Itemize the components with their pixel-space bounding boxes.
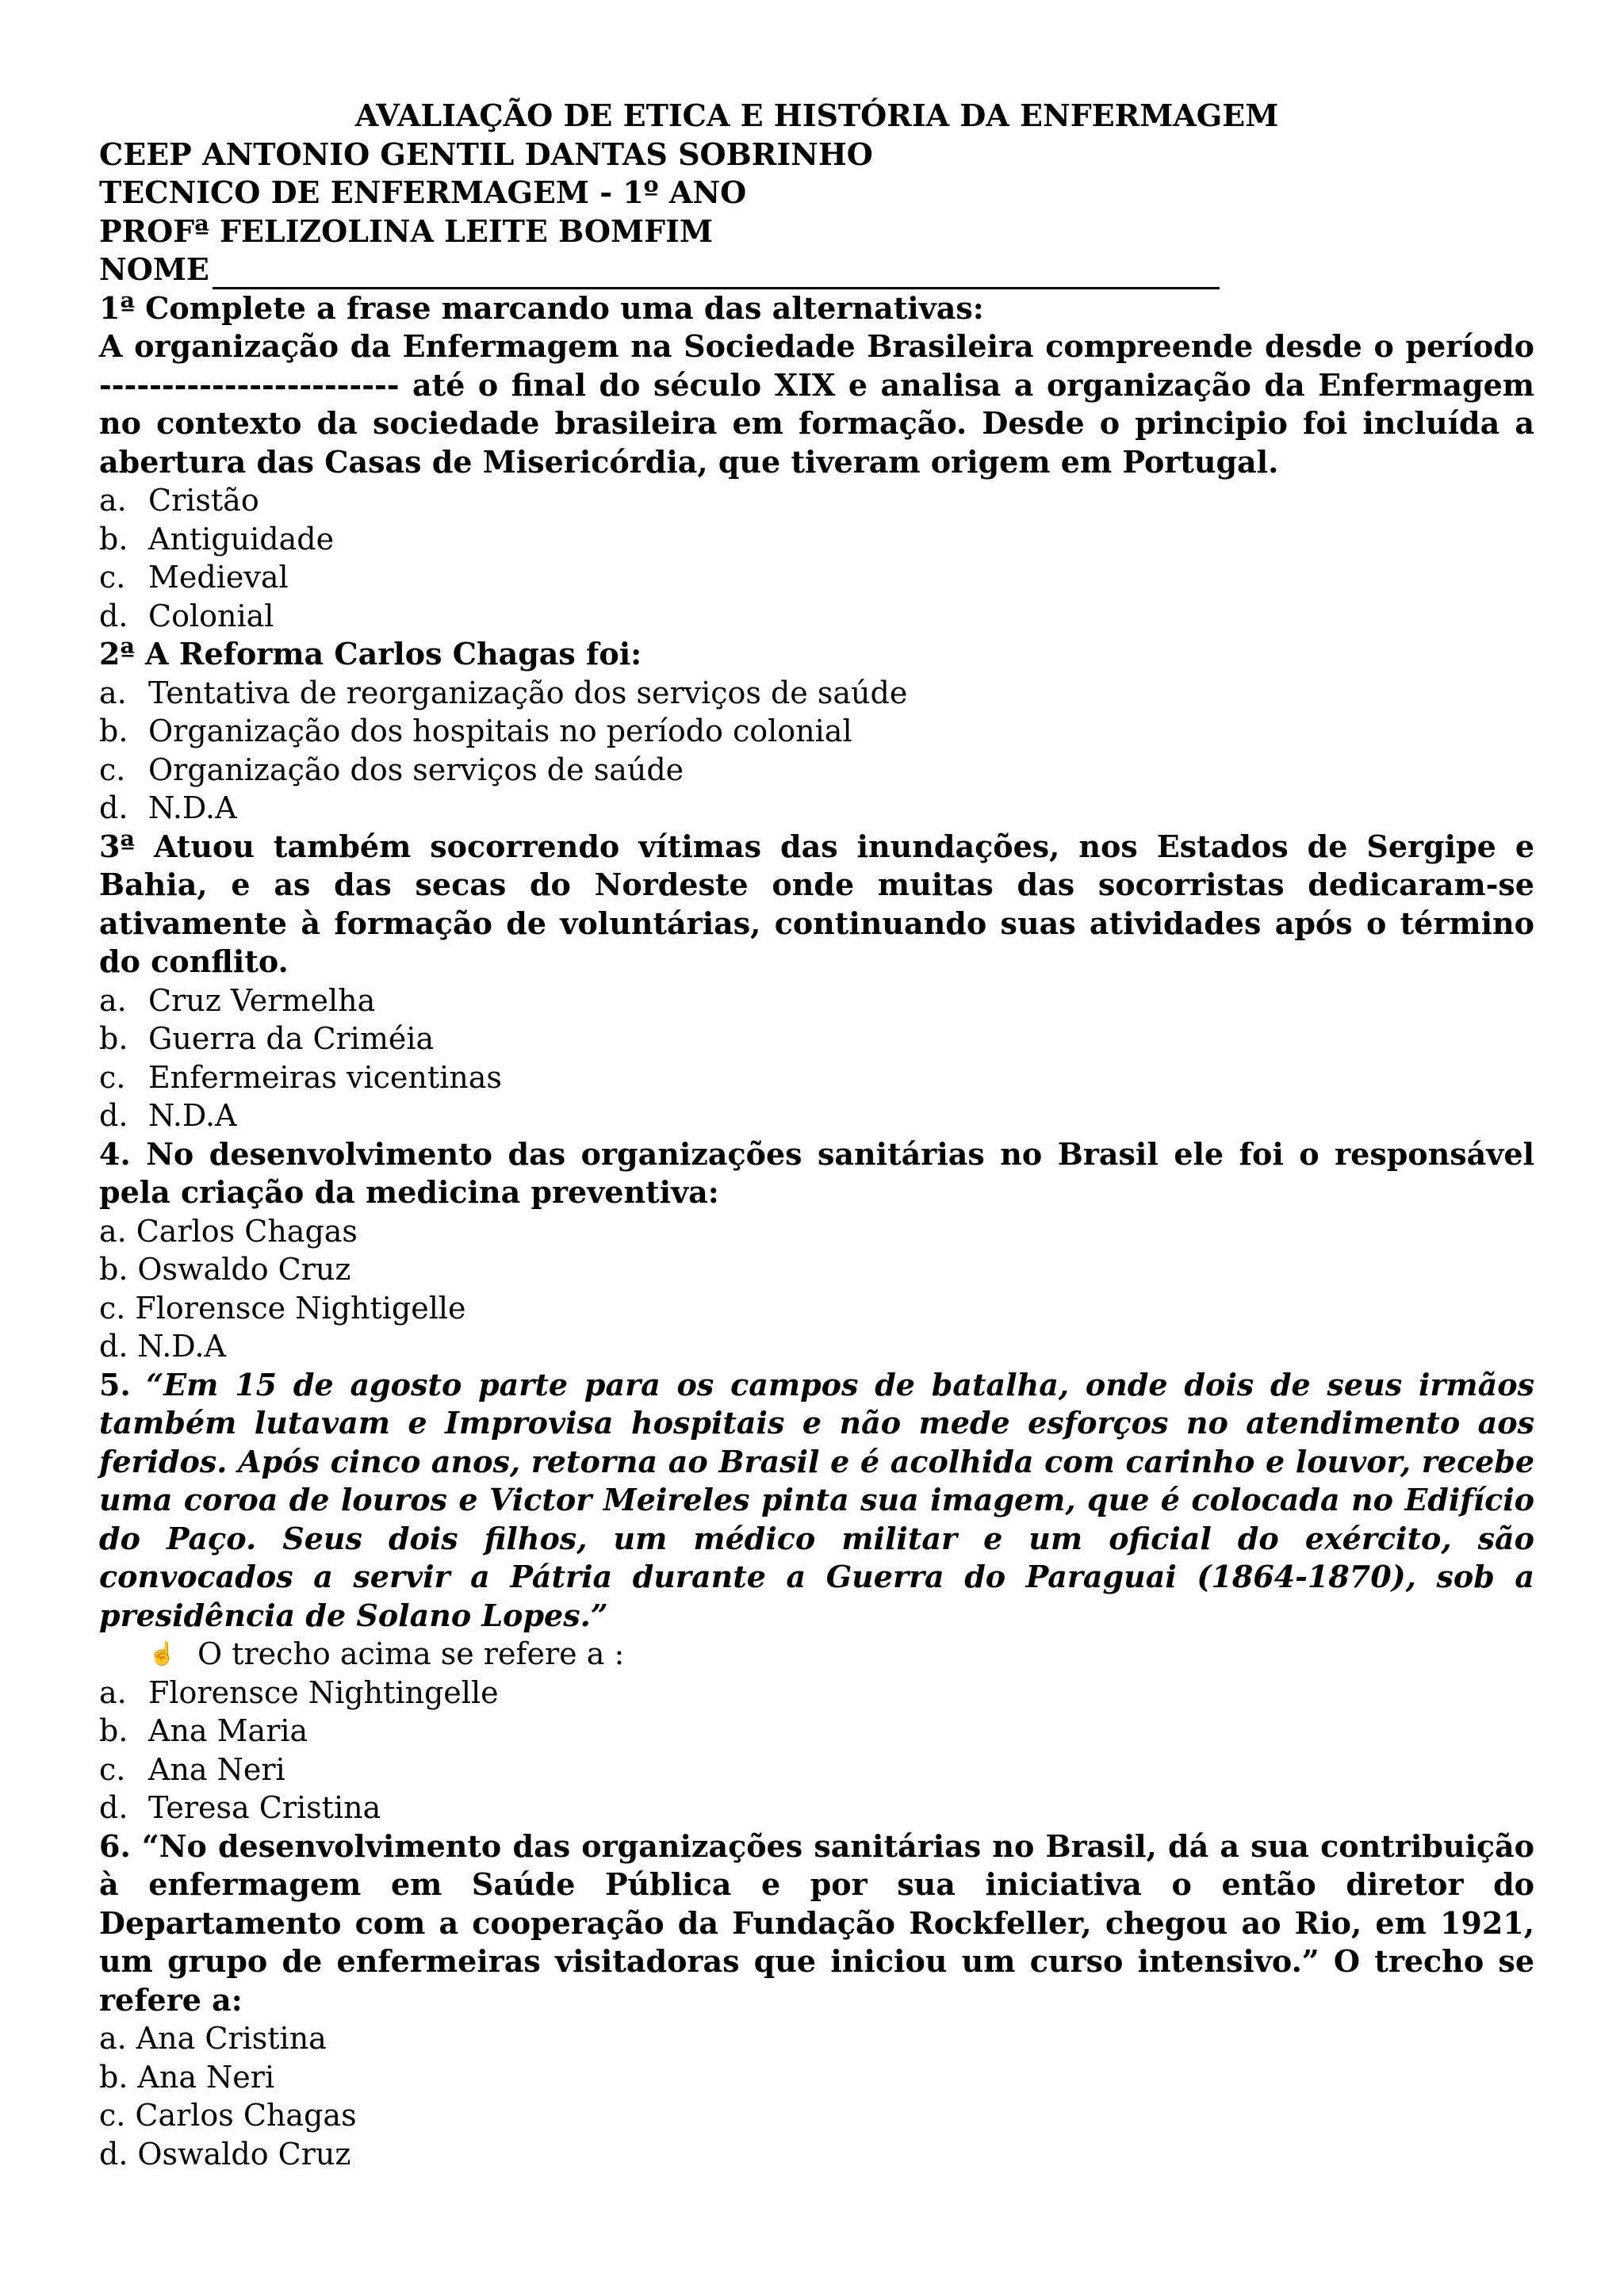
option-3d[interactable] [99,1096,1534,1135]
option-text: Oswaldo Cruz [137,1252,351,1287]
school-name: CEEP ANTONIO GENTIL DANTAS SOBRINHO [99,136,873,172]
option-text: Cristão [148,483,259,518]
option-letter: d. [99,1329,128,1364]
question-5-prompt-row [99,1635,1534,1674]
question-3-text: 3ª Atuou também socorrendo vítimas das inundações, nos Estados de Sergipe e Bahia, e as das secas do Nordeste onde muitas das socorristas dedicaram-se ativamente à formação de voluntárias, continuando suas atividades após o término do conflito. [99,828,1534,979]
option-3c[interactable] [99,1058,1534,1097]
question-1-text: A organização da Enfermagem na Sociedade Brasileira compreende desde o período ------------------------ até o final do século XIX e analisa a organização da Enfermagem no contexto da sociedade brasileira em formação. Desde o principio foi incluída a abertura das Casas de Misericórdia, que tiveram origem em Portugal. [99,328,1534,480]
option-letter: c. [99,1751,126,1787]
question-3-options [99,982,1534,1135]
option-letter: b. [99,1713,128,1748]
option-text: Medieval [148,560,289,595]
option-text: Oswaldo Cruz [137,2136,351,2172]
option-5a[interactable] [99,1674,1534,1712]
question-5-prompt: O trecho acima se refere a : [197,1636,625,1671]
option-1c[interactable] [99,558,1534,597]
question-5-number: 5. [99,1366,131,1402]
option-4a[interactable] [99,1212,1534,1251]
name-label: NOME [99,251,209,287]
option-text: N.D.A [137,1329,226,1364]
question-6-options [99,2019,1534,2173]
name-field-row [99,251,1534,289]
option-letter: d. [99,1098,128,1133]
option-letter: d. [99,598,128,633]
option-text: Tentativa de reorganização dos serviços de saúde [148,675,908,710]
option-letter: b. [99,714,128,748]
option-2a[interactable] [99,674,1534,713]
option-letter: d. [99,1790,128,1825]
option-6c[interactable] [99,2096,1534,2135]
option-letter: a. [99,982,127,1018]
option-text: Ana Neri [148,1751,285,1787]
teacher-line: PROFª FELIZOLINA LEITE BOMFIM [99,212,713,249]
option-text: N.D.A [148,790,237,825]
question-5-options [99,1674,1534,1827]
question-1-options [99,481,1534,635]
option-1a[interactable] [99,481,1534,520]
option-letter: a. [99,483,127,518]
option-1b[interactable] [99,520,1534,559]
question-2-title: 2ª A Reforma Carlos Chagas foi: [99,636,642,672]
option-text: Florensce Nightigelle [135,1290,466,1326]
course-line: TECNICO DE ENFERMAGEM - 1º ANO [99,174,747,210]
option-letter: a. [99,1213,127,1249]
exam-page [99,97,1534,2173]
option-1d[interactable] [99,597,1534,636]
option-text: Florensce Nightingelle [148,1674,499,1710]
exam-title: AVALIAÇÃO DE ETICA E HISTÓRIA DA ENFERMAGEM [354,98,1279,133]
option-text: Organização dos serviços de saúde [148,752,684,787]
option-letter: c. [99,752,126,787]
option-letter: a. [99,1674,127,1710]
option-letter: b. [99,521,128,557]
option-5c[interactable] [99,1751,1534,1789]
option-6d[interactable] [99,2135,1534,2174]
pointing-hand-icon: ☝ [148,1640,176,1667]
option-6a[interactable] [99,2019,1534,2058]
option-letter: c. [99,560,126,595]
option-3a[interactable] [99,982,1534,1020]
option-text: Ana Neri [137,2059,275,2095]
option-letter: c. [99,1059,126,1095]
option-text: Colonial [148,598,274,633]
question-1-title: 1ª Complete a frase marcando uma das alternativas: [99,289,984,326]
option-2c[interactable] [99,751,1534,790]
question-6-text: 6. “No desenvolvimento das organizações sanitárias no Brasil, dá a sua contribuição à enfermagem em Saúde Pública e por sua iniciativa o então diretor do Departamento com a cooperação da Fundação Rockfeller, chegou ao Rio, em 1921, um grupo de enfermeiras visitadoras que iniciou um curso intensivo.” O trecho se refere a: [99,1827,1534,2018]
question-5-quote: “Em 15 de agosto parte para os campos de batalha, onde dois de seus irmãos também lutavam e Improvisa hospitais e não mede esforços no atendimento aos feridos. Após cinco anos, retorna ao Brasil e é acolhida com carinho e louvor, recebe uma coroa de louros e Victor Meireles pinta sua imagem, que é colocada no Edifício do Paço. Seus dois filhos, um médico militar e um oficial do exército, são convocados a servir a Pátria durante a Guerra do Paraguai (1864-1870), sob a presidência de Solano Lopes.” [99,1366,1534,1633]
option-letter: b. [99,1252,128,1287]
question-2-options [99,674,1534,828]
option-text: Carlos Chagas [136,1213,358,1249]
option-5d[interactable] [99,1789,1534,1827]
option-text: Organização dos hospitais no período colonial [148,714,852,748]
option-2d[interactable] [99,789,1534,828]
option-letter: a. [99,675,127,710]
option-text: Guerra da Criméia [148,1021,435,1056]
option-4c[interactable] [99,1289,1534,1328]
option-letter: c. [99,2098,126,2133]
option-4b[interactable] [99,1250,1534,1289]
option-letter: b. [99,2059,128,2095]
option-2b[interactable] [99,712,1534,751]
name-underline[interactable] [213,260,1220,289]
option-text: Antiguidade [148,521,335,557]
question-5-text [99,1366,1534,1636]
option-text: N.D.A [148,1098,237,1133]
option-text: Teresa Cristina [148,1790,381,1825]
option-3b[interactable] [99,1020,1534,1058]
option-text: Carlos Chagas [135,2098,357,2133]
option-letter: d. [99,790,128,825]
option-6b[interactable] [99,2058,1534,2097]
option-4d[interactable] [99,1327,1534,1366]
question-4-text: 4. No desenvolvimento das organizações sanitárias no Brasil ele foi o responsável pela criação da medicina preventiva: [99,1135,1534,1210]
option-text: Enfermeiras vicentinas [148,1059,502,1095]
question-4-options [99,1212,1534,1366]
option-text: Ana Cristina [136,2021,327,2056]
option-letter: d. [99,2136,128,2172]
option-letter: c. [99,1290,126,1326]
option-5b[interactable] [99,1712,1534,1751]
option-letter: b. [99,1021,128,1056]
option-text: Ana Maria [148,1713,308,1748]
option-text: Cruz Vermelha [148,982,376,1018]
option-letter: a. [99,2021,127,2056]
